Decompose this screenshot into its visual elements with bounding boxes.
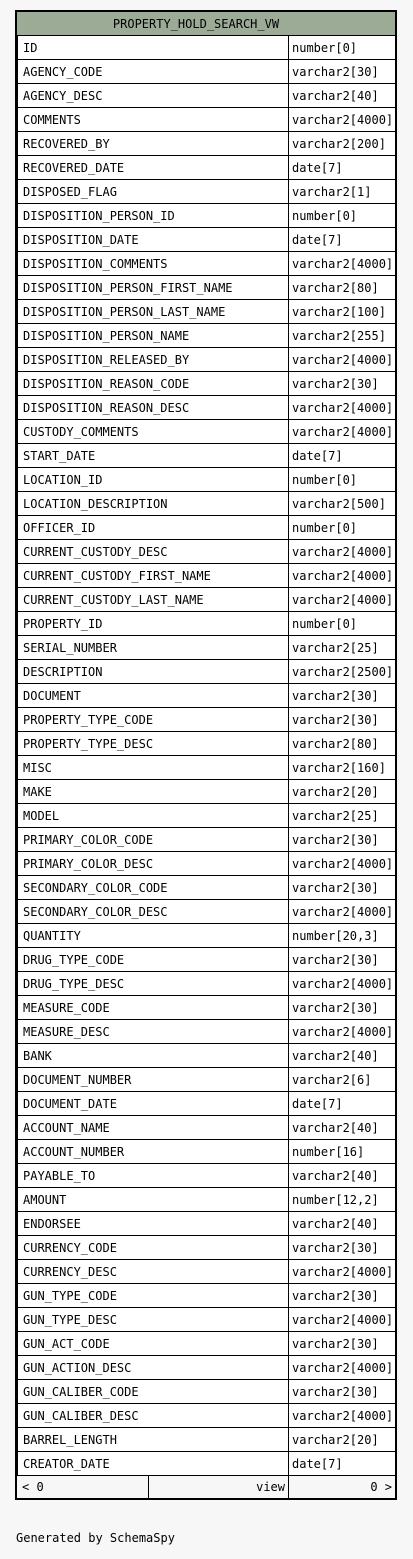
column-row[interactable]	[17, 1212, 395, 1236]
parents-count: 0 >	[370, 1480, 392, 1494]
column-type: date[7]	[292, 448, 343, 463]
column-name: DOCUMENT_DATE	[17, 1092, 289, 1115]
column-type: varchar2[25]	[292, 640, 379, 655]
column-row[interactable]	[17, 1260, 395, 1284]
column-row[interactable]	[17, 588, 395, 612]
column-name: PRIMARY_COLOR_DESC	[17, 852, 289, 875]
column-type: varchar2[20]	[292, 784, 379, 799]
column-type: varchar2[20]	[292, 1432, 379, 1447]
column-name: PROPERTY_TYPE_DESC	[17, 732, 289, 755]
column-type: varchar2[2500]	[292, 664, 394, 679]
column-row[interactable]	[17, 300, 395, 324]
column-type: varchar2[80]	[292, 280, 379, 295]
table-title-bar[interactable]	[17, 12, 395, 36]
column-row[interactable]	[17, 1116, 395, 1140]
column-name: CURRENCY_CODE	[17, 1236, 289, 1259]
column-name: CURRENT_CUSTODY_DESC	[17, 540, 289, 563]
column-type: varchar2[4000]	[292, 856, 394, 871]
column-row[interactable]	[17, 348, 395, 372]
column-type: varchar2[80]	[292, 736, 379, 751]
column-row[interactable]	[17, 228, 395, 252]
column-row[interactable]	[17, 108, 395, 132]
column-name: DISPOSITION_RELEASED_BY	[17, 348, 289, 371]
column-row[interactable]	[17, 1284, 395, 1308]
table-node[interactable]	[15, 10, 397, 1500]
column-name: DISPOSITION_REASON_CODE	[17, 372, 289, 395]
column-name: MISC	[17, 756, 289, 779]
column-row[interactable]	[17, 1188, 395, 1212]
column-row[interactable]	[17, 948, 395, 972]
column-type: varchar2[30]	[292, 832, 379, 847]
column-row[interactable]	[17, 876, 395, 900]
column-name: DISPOSITION_PERSON_FIRST_NAME	[17, 276, 289, 299]
column-row[interactable]	[17, 684, 395, 708]
table-footer	[17, 1476, 395, 1498]
column-type: varchar2[30]	[292, 952, 379, 967]
column-type: varchar2[4000]	[292, 400, 394, 415]
column-row[interactable]	[17, 1356, 395, 1380]
column-type: varchar2[4000]	[292, 1264, 394, 1279]
column-name: SECONDARY_COLOR_DESC	[17, 900, 289, 923]
column-type: varchar2[200]	[292, 136, 386, 151]
column-type: varchar2[30]	[292, 376, 379, 391]
column-name: GUN_ACT_CODE	[17, 1332, 289, 1355]
column-type: varchar2[4000]	[292, 256, 394, 271]
column-name: DISPOSED_FLAG	[17, 180, 289, 203]
column-name: CURRENT_CUSTODY_FIRST_NAME	[17, 564, 289, 587]
column-row[interactable]	[17, 516, 395, 540]
column-row[interactable]	[17, 900, 395, 924]
column-type: varchar2[30]	[292, 1000, 379, 1015]
column-type: varchar2[4000]	[292, 424, 394, 439]
column-row[interactable]	[17, 636, 395, 660]
column-type: varchar2[4000]	[292, 1024, 394, 1039]
column-name: RECOVERED_DATE	[17, 156, 289, 179]
column-row[interactable]	[17, 780, 395, 804]
column-row[interactable]	[17, 1380, 395, 1404]
column-type: varchar2[40]	[292, 1168, 379, 1183]
column-name: ACCOUNT_NAME	[17, 1116, 289, 1139]
column-row[interactable]	[17, 204, 395, 228]
column-row[interactable]	[17, 180, 395, 204]
column-row[interactable]	[17, 924, 395, 948]
column-row[interactable]	[17, 564, 395, 588]
column-type: number[0]	[292, 208, 358, 223]
column-type: varchar2[4000]	[292, 976, 394, 991]
column-type: varchar2[40]	[292, 1216, 379, 1231]
column-name: QUANTITY	[17, 924, 289, 947]
column-name: MODEL	[17, 804, 289, 827]
column-type: varchar2[6]	[292, 1072, 372, 1087]
column-row[interactable]	[17, 972, 395, 996]
column-name: GUN_TYPE_CODE	[17, 1284, 289, 1307]
column-name: ACCOUNT_NUMBER	[17, 1140, 289, 1163]
column-row[interactable]	[17, 1140, 395, 1164]
column-name: PRIMARY_COLOR_CODE	[17, 828, 289, 851]
column-name: DRUG_TYPE_CODE	[17, 948, 289, 971]
column-type: varchar2[4000]	[292, 904, 394, 919]
column-row[interactable]	[17, 1308, 395, 1332]
column-type: varchar2[4000]	[292, 352, 394, 367]
column-type: number[12,2]	[292, 1192, 379, 1207]
column-type: varchar2[160]	[292, 760, 386, 775]
column-type: varchar2[30]	[292, 1288, 379, 1303]
column-name: GUN_CALIBER_CODE	[17, 1380, 289, 1403]
column-row[interactable]	[17, 1092, 395, 1116]
children-count: < 0	[17, 1476, 149, 1498]
column-name: DISPOSITION_DATE	[17, 228, 289, 251]
column-name: DRUG_TYPE_DESC	[17, 972, 289, 995]
column-type: number[16]	[292, 1144, 365, 1159]
column-name: GUN_ACTION_DESC	[17, 1356, 289, 1379]
column-type: date[7]	[292, 1456, 343, 1471]
generated-by-label: Generated by SchemaSpy	[16, 1531, 175, 1545]
column-name: AGENCY_CODE	[17, 60, 289, 83]
column-type: varchar2[40]	[292, 1120, 379, 1135]
column-row[interactable]	[17, 444, 395, 468]
column-type: number[0]	[292, 520, 358, 535]
column-name: COMMENTS	[17, 108, 289, 131]
column-name: PROPERTY_TYPE_CODE	[17, 708, 289, 731]
column-name: DOCUMENT_NUMBER	[17, 1068, 289, 1091]
column-type: varchar2[30]	[292, 880, 379, 895]
column-type: number[0]	[292, 472, 358, 487]
column-type: varchar2[500]	[292, 496, 386, 511]
column-row[interactable]	[17, 1236, 395, 1260]
column-type: varchar2[4000]	[292, 112, 394, 127]
column-type: varchar2[255]	[292, 328, 386, 343]
column-row[interactable]	[17, 852, 395, 876]
column-name: PROPERTY_ID	[17, 612, 289, 635]
column-type: date[7]	[292, 232, 343, 247]
column-name: RECOVERED_BY	[17, 132, 289, 155]
column-name: MAKE	[17, 780, 289, 803]
column-list	[17, 36, 395, 1476]
column-type: varchar2[4000]	[292, 1360, 394, 1375]
column-name: DISPOSITION_PERSON_NAME	[17, 324, 289, 347]
table-title: PROPERTY_HOLD_SEARCH_VW	[112, 16, 280, 31]
column-row[interactable]	[17, 276, 395, 300]
column-name: CURRENT_CUSTODY_LAST_NAME	[17, 588, 289, 611]
column-row[interactable]	[17, 1404, 395, 1428]
column-type: varchar2[4000]	[292, 568, 394, 583]
column-name: BARREL_LENGTH	[17, 1428, 289, 1451]
column-name: AGENCY_DESC	[17, 84, 289, 107]
column-row[interactable]	[17, 660, 395, 684]
column-type: varchar2[40]	[292, 88, 379, 103]
column-type: date[7]	[292, 160, 343, 175]
column-row[interactable]	[17, 540, 395, 564]
column-row[interactable]	[17, 156, 395, 180]
column-type: varchar2[4000]	[292, 1408, 394, 1423]
column-row[interactable]	[17, 1164, 395, 1188]
column-name: DISPOSITION_PERSON_ID	[17, 204, 289, 227]
column-row[interactable]	[17, 1332, 395, 1356]
column-row[interactable]	[17, 1068, 395, 1092]
column-name: MEASURE_CODE	[17, 996, 289, 1019]
column-row[interactable]	[17, 708, 395, 732]
column-name: DISPOSITION_COMMENTS	[17, 252, 289, 275]
column-row[interactable]	[17, 252, 395, 276]
column-name: LOCATION_DESCRIPTION	[17, 492, 289, 515]
column-name: ID	[17, 36, 289, 59]
column-name: DISPOSITION_PERSON_LAST_NAME	[17, 300, 289, 323]
column-name: GUN_CALIBER_DESC	[17, 1404, 289, 1427]
column-name: START_DATE	[17, 444, 289, 467]
column-type: number[0]	[292, 616, 358, 631]
column-row[interactable]	[17, 612, 395, 636]
column-row[interactable]	[17, 756, 395, 780]
column-name: CUSTODY_COMMENTS	[17, 420, 289, 443]
column-type: number[20,3]	[292, 928, 379, 943]
column-row[interactable]	[17, 324, 395, 348]
column-type: date[7]	[292, 1096, 343, 1111]
column-row[interactable]	[17, 36, 395, 60]
column-row[interactable]	[17, 372, 395, 396]
column-name: PAYABLE_TO	[17, 1164, 289, 1187]
column-type: varchar2[30]	[292, 1336, 379, 1351]
column-row[interactable]	[17, 84, 395, 108]
table-kind: view	[149, 1476, 289, 1498]
column-row[interactable]	[17, 732, 395, 756]
column-type: varchar2[25]	[292, 808, 379, 823]
column-row[interactable]	[17, 804, 395, 828]
column-name: SECONDARY_COLOR_CODE	[17, 876, 289, 899]
column-type: varchar2[30]	[292, 64, 379, 79]
column-type: varchar2[1]	[292, 184, 372, 199]
column-name: DISPOSITION_REASON_DESC	[17, 396, 289, 419]
column-type: varchar2[40]	[292, 1048, 379, 1063]
column-row[interactable]	[17, 1044, 395, 1068]
column-name: MEASURE_DESC	[17, 1020, 289, 1043]
column-name: DESCRIPTION	[17, 660, 289, 683]
column-name: AMOUNT	[17, 1188, 289, 1211]
column-type: varchar2[30]	[292, 712, 379, 727]
column-row[interactable]	[17, 1428, 395, 1452]
column-type: varchar2[4000]	[292, 544, 394, 559]
column-row[interactable]	[17, 468, 395, 492]
column-type: varchar2[30]	[292, 688, 379, 703]
column-type: varchar2[30]	[292, 1384, 379, 1399]
column-row[interactable]	[17, 828, 395, 852]
column-name: DOCUMENT	[17, 684, 289, 707]
column-name: BANK	[17, 1044, 289, 1067]
column-type: varchar2[4000]	[292, 1312, 394, 1327]
column-row[interactable]	[17, 60, 395, 84]
column-name: CURRENCY_DESC	[17, 1260, 289, 1283]
column-type: varchar2[30]	[292, 1240, 379, 1255]
column-row[interactable]	[17, 1020, 395, 1044]
column-row[interactable]	[17, 492, 395, 516]
column-row[interactable]	[17, 996, 395, 1020]
column-name: ENDORSEE	[17, 1212, 289, 1235]
column-row[interactable]	[17, 1452, 395, 1476]
column-row[interactable]	[17, 420, 395, 444]
column-name: GUN_TYPE_DESC	[17, 1308, 289, 1331]
column-row[interactable]	[17, 132, 395, 156]
column-type: varchar2[4000]	[292, 592, 394, 607]
column-name: CREATOR_DATE	[17, 1452, 289, 1475]
column-name: LOCATION_ID	[17, 468, 289, 491]
column-name: SERIAL_NUMBER	[17, 636, 289, 659]
column-row[interactable]	[17, 396, 395, 420]
column-name: OFFICER_ID	[17, 516, 289, 539]
column-type: varchar2[100]	[292, 304, 386, 319]
column-type: number[0]	[292, 40, 358, 55]
